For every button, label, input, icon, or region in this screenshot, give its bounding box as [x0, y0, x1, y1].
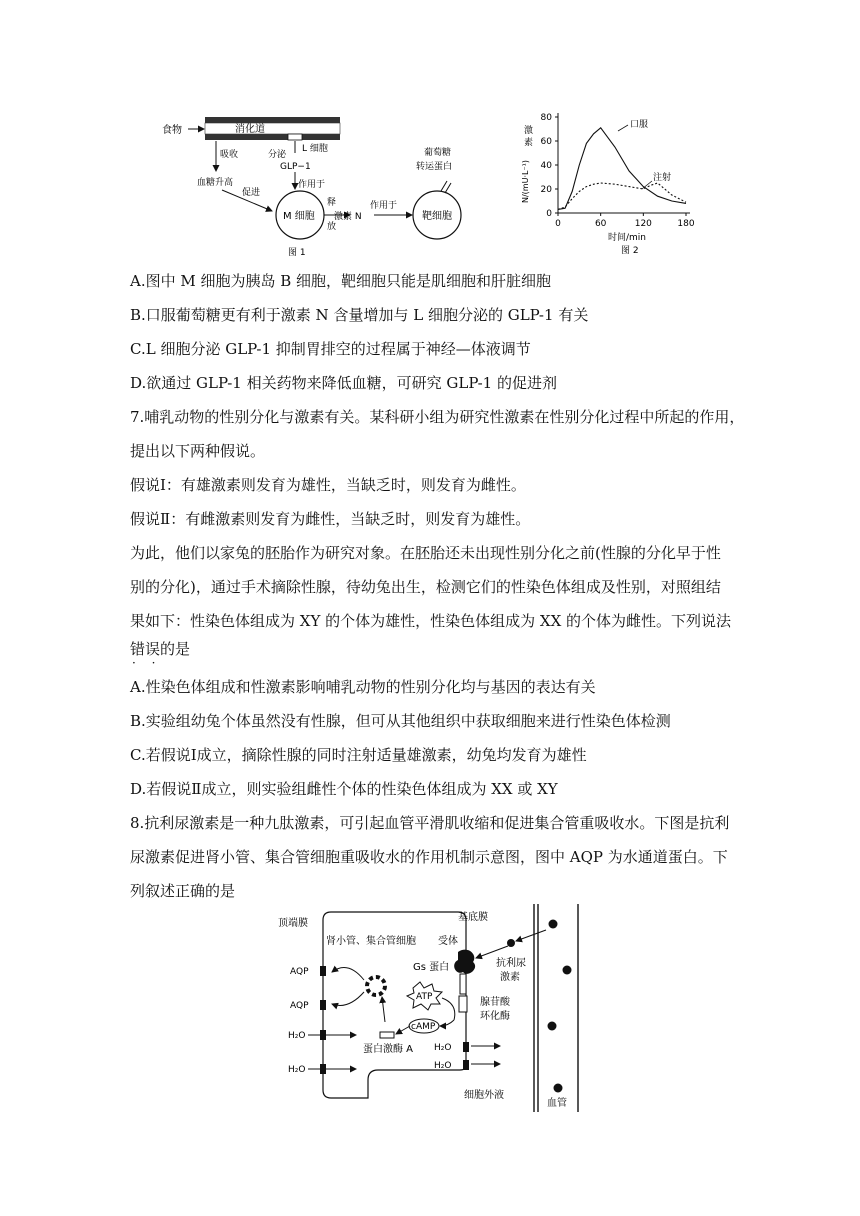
q7-stem-line-2: 提出以下两种假说。 [130, 442, 266, 460]
q7-stem-line-7: 果如下：性染色体组成为 XY 的个体为雄性，性染色体组成为 XX 的个体为雌性。下列说法 [130, 612, 732, 630]
q7-hypothesis-1: 假说Ⅰ：有雄激素则发育为雄性，当缺乏时，则发育为雌性。 [130, 476, 526, 494]
cyclase-label-2: 环化酶 [480, 1011, 510, 1022]
chart-ylabel-3: N/(mU·L⁻¹) [521, 160, 530, 203]
adh-in-blood-1 [549, 920, 558, 929]
absorb-label: 吸收 [220, 150, 239, 160]
chart-y-tick-label: 40 [540, 161, 552, 171]
q7-option-c: C.若假说Ⅰ成立，摘除性腺的同时注射适量雄激素，幼兔均发育为雄性 [130, 746, 587, 764]
legend-injection: 注射 [653, 173, 672, 183]
adh-label-2: 激素 [500, 972, 520, 983]
camp-label: cAMP [411, 1022, 436, 1032]
vessel-label: 血管 [547, 1098, 567, 1109]
q6-option-c: C.L 细胞分泌 GLP-1 抑制胃排空的过程属于神经—体液调节 [130, 340, 531, 358]
aqp-channel-1 [320, 966, 326, 976]
chart-ylabel-2: 素 [524, 138, 534, 148]
q7-option-a: A.性染色体组成和性激素影响哺乳动物的性别分化均与基因的表达有关 [130, 678, 596, 696]
h2o-label-1: H₂O [288, 1031, 306, 1041]
q7-stem-line-6: 别的分化)，通过手术摘除性腺，待幼兔出生，检测它们的性染色体组成及性别，对照组结 [130, 578, 721, 596]
legend-oral: 口服 [630, 120, 649, 130]
promote-label: 促进 [242, 188, 261, 198]
q8-stem-line-1: 8.抗利尿激素是一种九肽激素，可引起血管平滑肌收缩和促进集合管重吸收水。下图是抗利 [130, 814, 730, 832]
pka-label: 蛋白激酶 A [363, 1044, 414, 1055]
gs-protein-label: Gs 蛋白 [413, 962, 450, 973]
emphasis-wrong: 错误 · · [130, 639, 160, 659]
receptor-shape [454, 950, 475, 974]
pka-box [380, 1032, 394, 1038]
chart-xlabel: 时间/min [608, 233, 647, 243]
blood-sugar-label: 血糖升高 [197, 178, 234, 188]
h2o-label-4: H₂O [434, 1061, 452, 1071]
aqp-vesicle-icon [367, 977, 385, 995]
adh-molecule [507, 939, 515, 947]
cell-name-label: 肾小管、集合管细胞 [326, 936, 416, 947]
q7-stem-line-5: 为此，他们以家兔的胚胎作为研究对象。在胚胎还未出现性别分化之前(性腺的分化早于性 [130, 544, 721, 562]
q7-stem-line-8 [130, 639, 190, 659]
chart-y-tick-label: 20 [540, 185, 552, 195]
ecf-label: 细胞外液 [464, 1090, 504, 1101]
chart-ylabel-1: 激 [524, 126, 534, 136]
h2o-label-3: H₂O [434, 1043, 452, 1053]
q8-stem-line-2: 尿激素促进肾小管、集合管细胞重吸收水的作用机制示意图，图中 AQP 为水通道蛋白。下 [130, 848, 728, 866]
secrete-label: 分泌 [268, 150, 287, 160]
q7-stem-tail: 的是 [160, 640, 191, 658]
chart-x-tick-label: 180 [677, 219, 695, 229]
q7-hypothesis-2: 假说Ⅱ：有雌激素则发育为雌性，当缺乏时，则发育为雄性。 [130, 510, 531, 528]
adh-in-blood-4 [554, 1084, 563, 1093]
adh-in-blood-3 [548, 1022, 557, 1031]
adenylate-cyclase [459, 996, 467, 1012]
q6-option-a: A.图中 M 细胞为胰岛 B 细胞，靶细胞只能是肌细胞和肝脏细胞 [130, 272, 552, 290]
cyclase-label-1: 腺苷酸 [480, 997, 510, 1008]
q6-option-b: B.口服葡萄糖更有利于激素 N 含量增加与 L 细胞分泌的 GLP-1 有关 [130, 306, 589, 324]
q7-stem-line-1: 7.哺乳动物的性别分化与激素有关。某科研小组为研究性激素在性别分化过程中所起的作用， [130, 408, 745, 426]
glp1-label: GLP−1 [280, 162, 311, 172]
series-line-oral [558, 128, 686, 210]
glucose-label-1: 葡萄糖 [424, 148, 452, 158]
chart-x-tick-label: 60 [594, 219, 607, 229]
target-cell-label: 靶细胞 [422, 211, 452, 222]
q6-option-d: D.欲通过 GLP-1 相关药物来降低血糖，可研究 GLP-1 的促进剂 [130, 374, 557, 392]
acts-on-label-1: 作用于 [298, 180, 326, 190]
aqp-label-2: AQP [290, 1001, 309, 1011]
receptor-label: 受体 [438, 936, 458, 947]
chart-y-tick-label: 0 [546, 209, 552, 219]
aqp-label-1: AQP [290, 967, 309, 977]
adh-in-blood-2 [563, 966, 572, 975]
chart-x-tick-label: 0 [555, 219, 561, 229]
series-line-injection [558, 183, 686, 209]
q7-option-b: B.实验组幼兔个体虽然没有性腺，但可从其他组织中获取细胞来进行性染色体检测 [130, 712, 671, 730]
tract-label: 消化道 [235, 124, 265, 135]
m-cell-label: M 细胞 [283, 211, 315, 222]
q8-stem-line-3: 列叙述正确的是 [130, 882, 236, 900]
figure-2-chart [518, 105, 718, 255]
figure-2-caption: 图 2 [621, 246, 639, 255]
chart-y-tick-label: 80 [540, 113, 552, 123]
digestive-tract-bar [205, 117, 340, 123]
aqp-channel-2 [320, 1000, 326, 1010]
food-label: 食物 [162, 125, 182, 136]
l-cell-label: L 细胞 [302, 144, 328, 154]
aqp-basal-2 [463, 1060, 469, 1070]
glucose-label-2: 转运蛋白 [416, 162, 453, 172]
l-cell-box [288, 134, 302, 140]
chart-x-tick-label: 120 [634, 219, 652, 229]
hormone-n-label: 激素 N [334, 212, 362, 222]
apical-membrane-label: 顶端膜 [278, 918, 308, 929]
h2o-label-2: H₂O [288, 1065, 306, 1075]
q7-option-d: D.若假说Ⅱ成立，则实验组雌性个体的性染色体组成为 XX 或 XY [130, 780, 558, 798]
release-label-1: 释 [327, 198, 337, 208]
figure-1-caption: 图 1 [288, 248, 306, 258]
chart-y-tick-label: 60 [540, 137, 552, 147]
adh-label-1: 抗利尿 [496, 958, 526, 969]
aqp-basal-1 [463, 1042, 469, 1052]
gs-protein [460, 974, 466, 994]
basal-membrane-label: 基底膜 [458, 912, 488, 923]
release-label-2: 放 [327, 222, 337, 232]
acts-on-label-2: 作用于 [370, 201, 398, 211]
figure-1 [150, 105, 510, 260]
figure-3-adh-mechanism [268, 900, 598, 1115]
atp-label: ATP [416, 992, 433, 1002]
